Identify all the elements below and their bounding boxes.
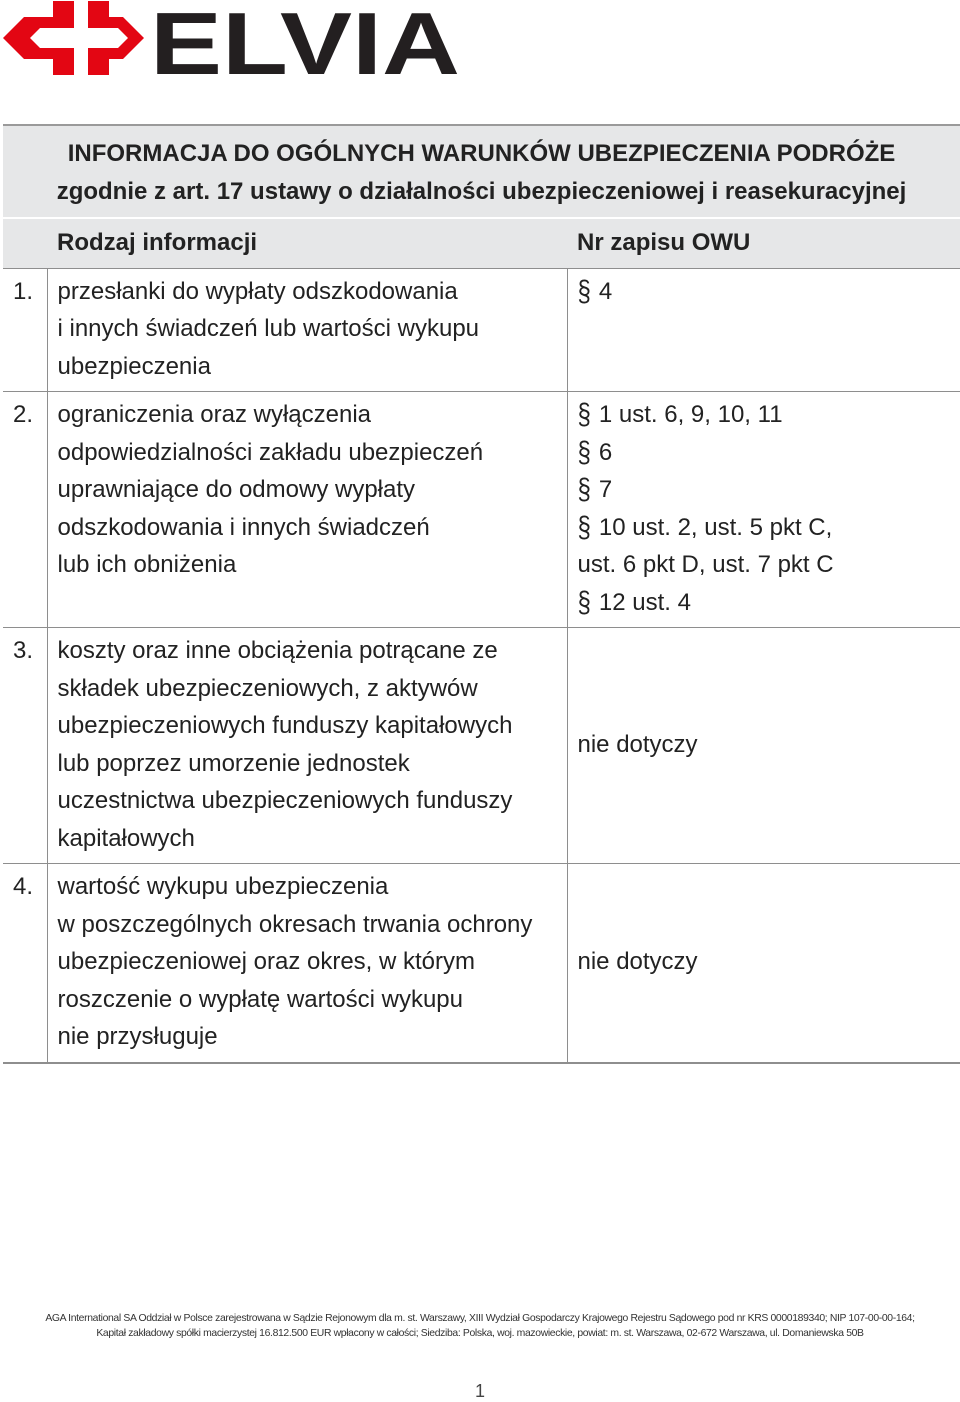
row-description [47, 268, 567, 392]
footer-line-2: Kapitał zakładowy spółki macierzystej 16.812.500 EUR wpłacony w całości; Siedziba: Polska, woj. mazowieckie, powiat: m. st. Warszawa, 02-672 Warszawa, ul. Domaniewska 50B [0, 1327, 960, 1342]
description-line: lub ich obniżenia [58, 546, 567, 584]
table-row [3, 864, 960, 1063]
header-num [3, 218, 47, 268]
row-reference [567, 392, 960, 628]
description-line: lub poprzez umorzenie jednostek [58, 745, 567, 783]
paragraph-sign-icon: § [578, 268, 591, 315]
paragraph-sign-icon: § [578, 504, 591, 551]
reference-line: § 6 [578, 434, 960, 472]
title-row [3, 125, 960, 218]
description-line: koszty oraz inne obciążenia potrącane ze [58, 632, 567, 670]
reference-line: § 12 ust. 4 [578, 584, 960, 622]
footer-line-1: AGA International SA Oddział w Polsce zarejestrowana w Sądzie Rejonowym dla m. st. Warszawy, XIII Wydział Gospodarczy Krajowego Rejestru Sądowego pod nr KRS 0000189340; NIP 107-00-00-164; [0, 1312, 960, 1327]
cross-icon [3, 1, 144, 75]
description-line: roszczenie o wypłatę wartości wykupu [58, 981, 567, 1019]
reference-line: § 4 [578, 273, 960, 311]
row-reference [567, 268, 960, 392]
header-row [3, 218, 960, 268]
description-line: ograniczenia oraz wyłączenia [58, 396, 567, 434]
row-reference [567, 864, 960, 1063]
row-number: 1. [3, 268, 47, 392]
row-reference [567, 628, 960, 864]
description-line: kapitałowych [58, 820, 567, 858]
description-line: odszkodowania i innych świadczeń [58, 509, 567, 547]
reference-line: § 10 ust. 2, ust. 5 pkt C, [578, 509, 960, 547]
logo-wordmark: ELVIA [150, 0, 460, 80]
description-line: ubezpieczeniowych funduszy kapitałowych [58, 707, 567, 745]
description-line: nie przysługuje [58, 1018, 567, 1056]
row-description [47, 628, 567, 864]
paragraph-sign-icon: § [578, 391, 591, 438]
description-line: odpowiedzialności zakładu ubezpieczeń [58, 434, 567, 472]
info-table [3, 124, 960, 1064]
description-line: w poszczególnych okresach trwania ochrony [58, 906, 567, 944]
description-line: wartość wykupu ubezpieczenia [58, 868, 567, 906]
description-line: i innych świadczeń lub wartości wykupu [58, 310, 567, 348]
row-description [47, 392, 567, 628]
reference-line: § 1 ust. 6, 9, 10, 11 [578, 396, 960, 434]
description-line: ubezpieczeniowej oraz okres, w którym [58, 943, 567, 981]
description-line: przesłanki do wypłaty odszkodowania [58, 273, 567, 311]
reference-line: ust. 6 pkt D, ust. 7 pkt C [578, 546, 960, 584]
description-line: składek ubezpieczeniowych, z aktywów [58, 670, 567, 708]
description-line: uprawniające do odmowy wypłaty [58, 471, 567, 509]
reference-line: § 7 [578, 471, 960, 509]
table-body [3, 268, 960, 1063]
page-number: 1 [0, 1381, 960, 1402]
description-line: ubezpieczenia [58, 348, 567, 386]
table-row [3, 392, 960, 628]
footer [0, 1312, 960, 1341]
paragraph-sign-icon: § [578, 579, 591, 626]
table-row [3, 268, 960, 392]
row-number: 4. [3, 864, 47, 1063]
header-ref: Nr zapisu OWU [567, 218, 960, 268]
row-description [47, 864, 567, 1063]
elvia-logo [0, 0, 470, 80]
row-number: 3. [3, 628, 47, 864]
description-line: uczestnictwa ubezpieczeniowych funduszy [58, 782, 567, 820]
table-row [3, 628, 960, 864]
header-type: Rodzaj informacji [47, 218, 567, 268]
reference-line: nie dotyczy [578, 943, 960, 981]
document-title [3, 125, 960, 218]
title-line-2: zgodnie z art. 17 ustawy o działalności ubezpieczeniowej i reasekuracyjnej [3, 173, 960, 211]
title-line-1: INFORMACJA DO OGÓLNYCH WARUNKÓW UBEZPIECZENIA PODRÓŻE [3, 135, 960, 173]
row-number: 2. [3, 392, 47, 628]
paragraph-sign-icon: § [578, 429, 591, 476]
reference-line: nie dotyczy [578, 726, 960, 764]
paragraph-sign-icon: § [578, 466, 591, 513]
